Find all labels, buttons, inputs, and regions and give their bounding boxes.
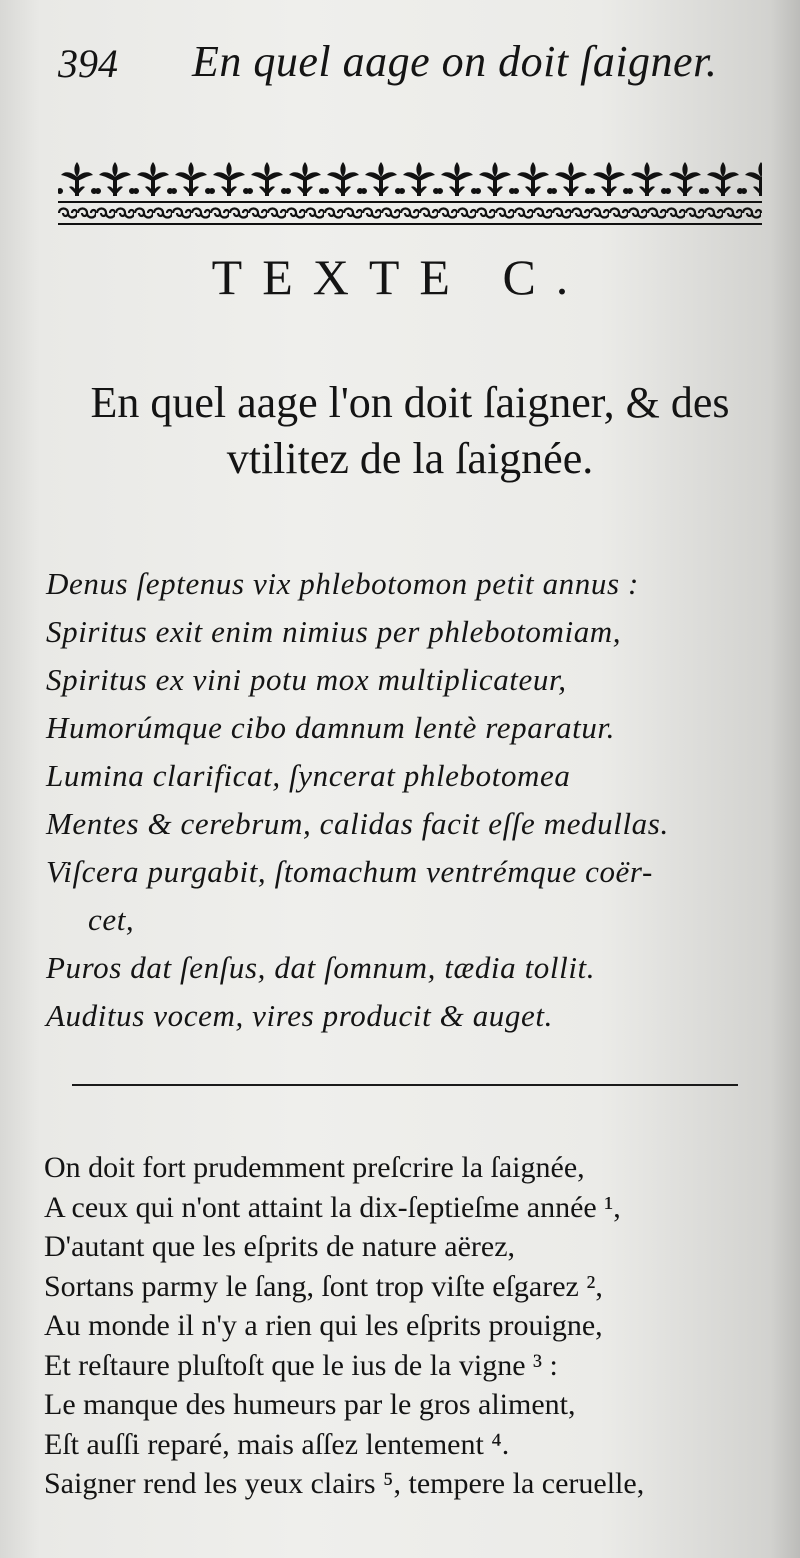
verse-line-continuation: cet, [88, 902, 135, 937]
verse-line: A ceux qui n'ont attaint la dix-ſeptieſme année ¹, [44, 1190, 621, 1224]
page-number: 394 [58, 41, 118, 86]
divider-rule [72, 1084, 738, 1086]
verse-line: Le manque des humeurs par le gros aliment, [44, 1388, 576, 1421]
verse-line: Mentes & cerebrum, calidas facit eſſe medullas. [46, 806, 669, 841]
verse-line: Viſcera purgabit, ſtomachum ventrémque coër- [46, 854, 653, 889]
verse-line: Saigner rend les yeux clairs ⁵, tempere la ceruelle, [44, 1467, 645, 1500]
printer-ornament-band [58, 158, 762, 236]
verse-line: Spiritus exit enim nimius per phlebotomiam, [46, 614, 622, 649]
chapter-title [40, 375, 780, 487]
chapter-title-line: En quel aage l'on doit ſaigner, & des [90, 378, 730, 427]
verse-line: Spiritus ex vini potu mox multiplicateur, [46, 662, 567, 697]
running-title: En quel aage on doit ſaigner. [192, 37, 718, 86]
verse-line: Et reſtaure pluſtoſt que le ius de la vigne ³ : [44, 1348, 558, 1382]
verse-line: Denus ſeptenus vix phlebotomon petit annus : [46, 566, 639, 601]
verse-line: Puros dat ſenſus, dat ſomnum, tædia tollit. [46, 950, 596, 985]
verse-line: D'autant que les eſprits de nature aërez, [44, 1230, 516, 1263]
verse-line: Lumina clarificat, ſyncerat phlebotomea [46, 758, 571, 793]
verse-line: Eſt auſſi reparé, mais aſſez lentement ⁴. [44, 1427, 510, 1461]
french-verse [44, 1148, 774, 1504]
section-heading: TEXTE C. [211, 249, 589, 305]
verse-line: Au monde il n'y a rien qui les eſprits prouigne, [44, 1309, 603, 1342]
verse-line: On doit fort prudemment preſcrire la ſaignée, [44, 1151, 585, 1184]
running-head [52, 30, 752, 100]
latin-verse [46, 560, 776, 1040]
chapter-title-line: vtilitez de la ſaignée. [226, 434, 594, 483]
verse-line: Sortans parmy le ſang, ſont trop viſte eſgarez ², [44, 1269, 603, 1303]
verse-line: Humorúmque cibo damnum lentè reparatur. [46, 710, 616, 745]
verse-line: Auditus vocem, vires producit & auget. [46, 998, 553, 1033]
